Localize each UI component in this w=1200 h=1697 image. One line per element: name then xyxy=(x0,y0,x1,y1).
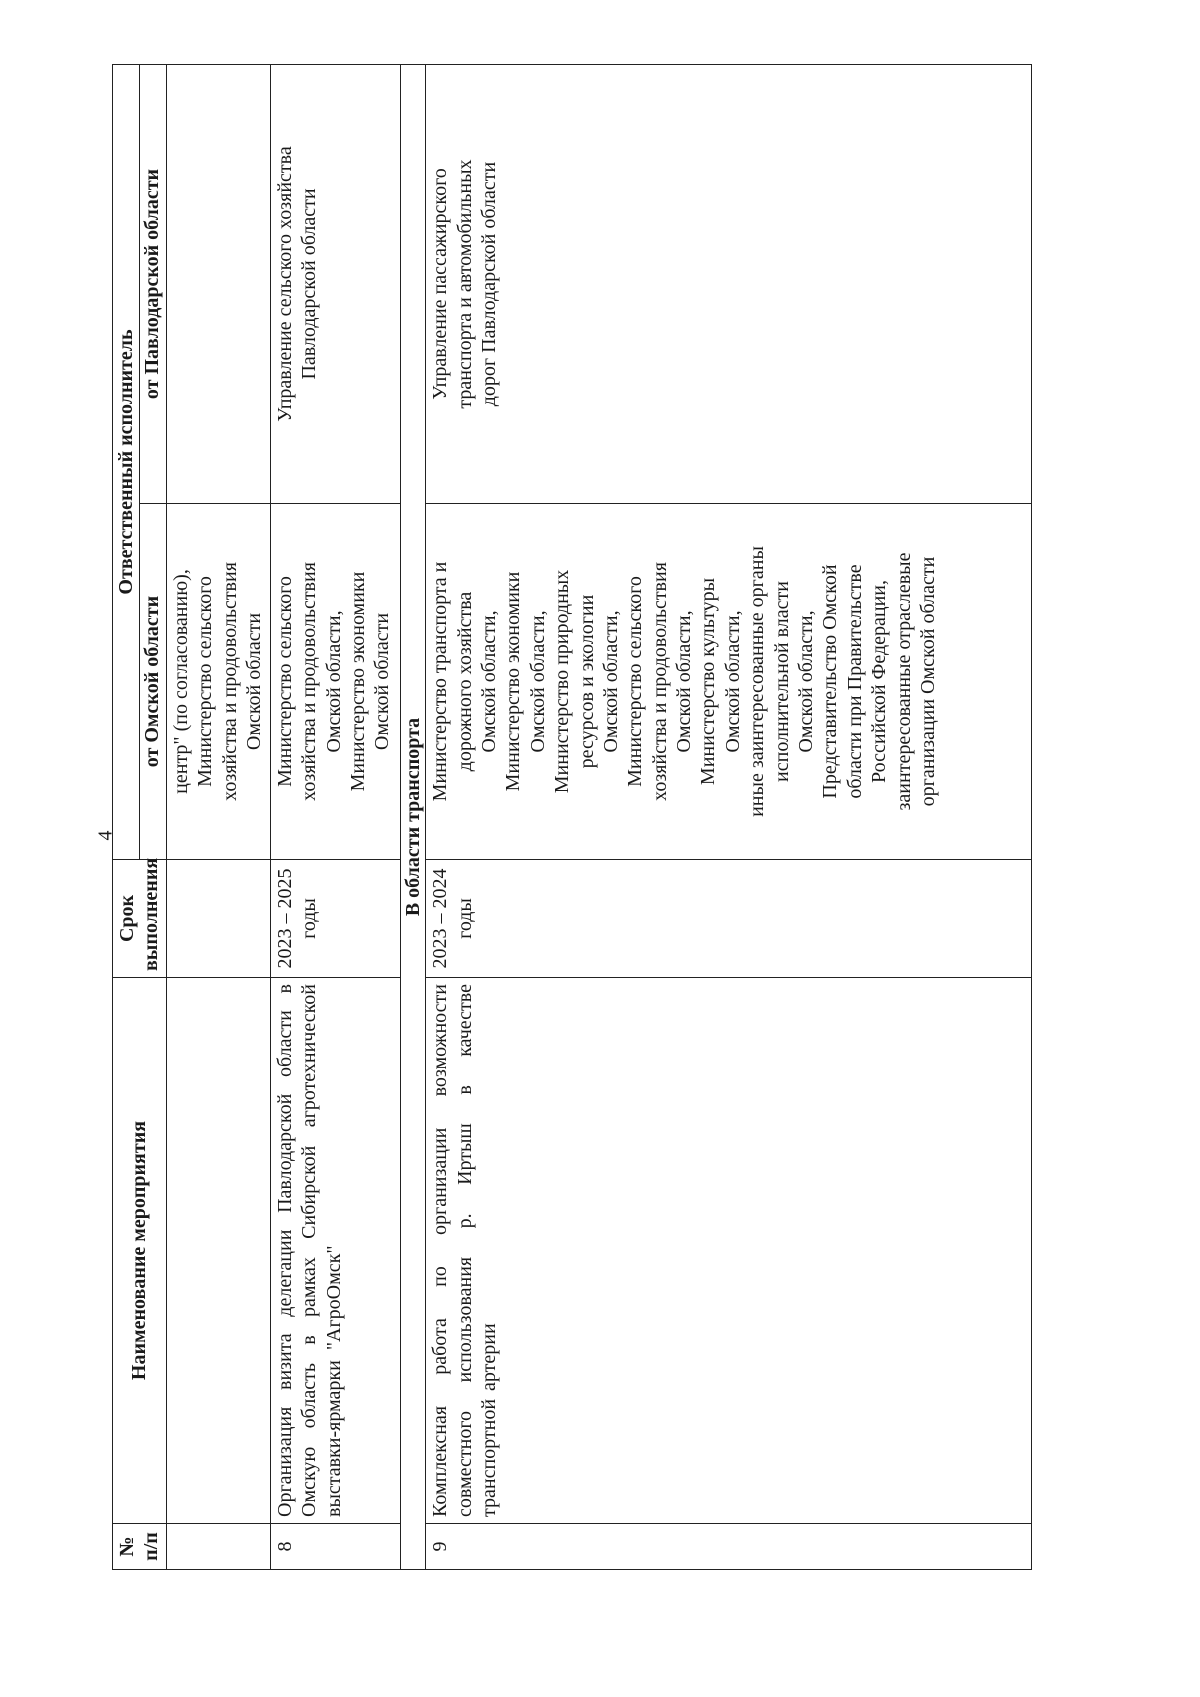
row-action-name xyxy=(166,978,270,1524)
header-action-name: Наименование мероприятия xyxy=(113,978,167,1524)
row-omsk-responsible: центр" (по согласованию), Министерство сельского хозяйства и продовольствия Омской области xyxy=(166,504,270,860)
row-number: 8 xyxy=(270,1524,400,1570)
table-row xyxy=(166,65,270,1570)
row-number: 9 xyxy=(426,1524,1032,1570)
page-number: 4 xyxy=(94,830,117,841)
row-deadline: 2023 – 2024 годы xyxy=(426,860,1032,978)
row-deadline xyxy=(166,860,270,978)
row-action-name: Комплексная работа по организации возможности совместного использования р. Иртыш в качестве транспортной артерии xyxy=(426,978,1032,1524)
document-table-wrapper xyxy=(112,65,1029,1570)
header-pavlodar: от Павлодарской области xyxy=(139,65,166,504)
header-number: № п/п xyxy=(113,1524,167,1570)
header-responsible: Ответственный исполнитель xyxy=(113,65,140,860)
row-omsk-responsible: Министерство транспорта и дорожного хозяйства Омской области, Министерство экономики Омской области, Министерство природных ресурсов и экологии Омской области, Министерство сельского хозяйства и продовольствия Омской области, Министерство культуры Омской области, иные заинтересованные органы исполнительной власти Омской области, Представительство Омской области при Правительстве Российской Федерации, заинтересованные отраслевые организации Омской области xyxy=(426,504,1032,860)
row-deadline: 2023 – 2025 годы xyxy=(270,860,400,978)
header-deadline: Срок выполнения xyxy=(113,860,167,978)
header-omsk: от Омской области xyxy=(139,504,166,860)
section-row xyxy=(400,65,425,1570)
table-row xyxy=(270,65,400,1570)
row-omsk-responsible: Министерство сельского хозяйства и продовольствия Омской области, Министерство экономики Омской области xyxy=(270,504,400,860)
row-pavlodar-responsible: Управление пассажирского транспорта и автомобильных дорог Павлодарской области xyxy=(426,65,1032,504)
table-row xyxy=(426,65,1032,1570)
row-pavlodar-responsible: Управление сельского хозяйства Павлодарской области xyxy=(270,65,400,504)
row-number xyxy=(166,1524,270,1570)
row-pavlodar-responsible xyxy=(166,65,270,504)
row-action-name: Организация визита делегации Павлодарской области в Омскую область в рамках Сибирской агротехнической выставки-ярмарки "АгроОмск" xyxy=(270,978,400,1524)
action-plan-table xyxy=(112,64,1032,1570)
section-title: В области транспорта xyxy=(400,65,425,1570)
header-row-top xyxy=(113,65,140,1570)
